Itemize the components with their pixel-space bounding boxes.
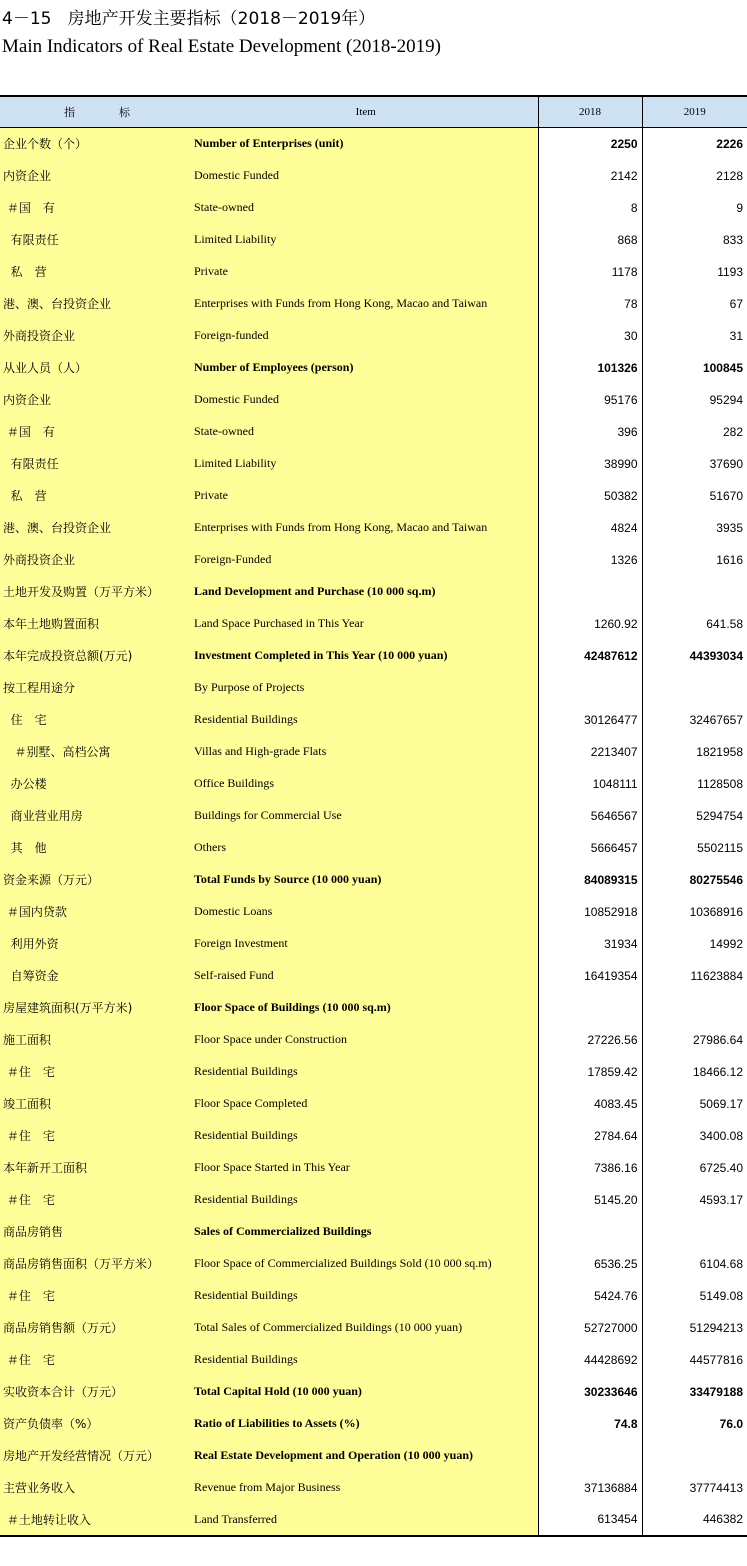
row-value-2019: 51670 [642,480,747,512]
row-item-en: Private [194,480,538,512]
row-indicator-cn: 从业人员（人） [0,352,194,384]
table-row [0,576,747,608]
row-indicator-cn: 自筹资金 [0,960,194,992]
row-indicator-cn: 本年完成投资总额(万元) [0,640,194,672]
row-indicator-cn: ＃住 宅 [0,1120,194,1152]
indicators-table [0,95,747,1537]
row-value-2018: 4824 [538,512,642,544]
row-indicator-cn: 商品房销售额（万元） [0,1312,194,1344]
table-row [0,160,747,192]
row-item-en: Sales of Commercialized Buildings [194,1216,538,1248]
row-value-2018: 101326 [538,352,642,384]
row-value-2019: 31 [642,320,747,352]
row-item-en: Total Capital Hold (10 000 yuan) [194,1376,538,1408]
row-item-en: Foreign-funded [194,320,538,352]
table-row [0,736,747,768]
header-indicator-cn: 指 标 [0,96,194,128]
row-value-2019: 3935 [642,512,747,544]
row-item-en: Residential Buildings [194,1344,538,1376]
table-row [0,224,747,256]
row-item-en: Residential Buildings [194,1184,538,1216]
row-value-2018: 2784.64 [538,1120,642,1152]
row-value-2018: 5145.20 [538,1184,642,1216]
row-value-2019: 100845 [642,352,747,384]
row-indicator-cn: 本年土地购置面积 [0,608,194,640]
table-row [0,384,747,416]
row-value-2018: 37136884 [538,1472,642,1504]
table-row [0,1056,747,1088]
table-row [0,192,747,224]
row-item-en: Buildings for Commercial Use [194,800,538,832]
row-value-2018: 2142 [538,160,642,192]
row-value-2018: 30 [538,320,642,352]
row-value-2018: 27226.56 [538,1024,642,1056]
page-title-chinese: 4－15 房地产开发主要指标（2018－2019年） [2,9,376,29]
table-row [0,864,747,896]
table-row [0,640,747,672]
row-item-en: Domestic Funded [194,384,538,416]
row-value-2019: 37690 [642,448,747,480]
row-item-en: Villas and High-grade Flats [194,736,538,768]
row-value-2018: 868 [538,224,642,256]
row-indicator-cn: ＃国 有 [0,192,194,224]
table-header-row [0,96,747,128]
row-indicator-cn: 资产负债率（%） [0,1408,194,1440]
row-value-2018: 95176 [538,384,642,416]
row-indicator-cn: 内资企业 [0,384,194,416]
row-indicator-cn: 外商投资企业 [0,320,194,352]
row-item-en: Others [194,832,538,864]
table-row [0,544,747,576]
row-value-2019: 33479188 [642,1376,747,1408]
row-value-2019: 4593.17 [642,1184,747,1216]
row-value-2018: 1326 [538,544,642,576]
table-row [0,1088,747,1120]
table-row [0,320,747,352]
row-indicator-cn: 竣工面积 [0,1088,194,1120]
row-value-2019: 2226 [642,128,747,160]
table-row [0,1504,747,1536]
row-indicator-cn: ＃国内贷款 [0,896,194,928]
row-value-2019: 76.0 [642,1408,747,1440]
row-item-en: Floor Space Started in This Year [194,1152,538,1184]
table-row [0,1376,747,1408]
row-indicator-cn: 港、澳、台投资企业 [0,512,194,544]
row-value-2018: 396 [538,416,642,448]
row-value-2018: 10852918 [538,896,642,928]
row-indicator-cn: 房地产开发经营情况（万元） [0,1440,194,1472]
row-value-2018 [538,1216,642,1248]
table-row [0,960,747,992]
row-value-2019: 1821958 [642,736,747,768]
row-indicator-cn: 商品房销售 [0,1216,194,1248]
row-indicator-cn: 施工面积 [0,1024,194,1056]
row-value-2018: 6536.25 [538,1248,642,1280]
table-row [0,416,747,448]
row-indicator-cn: ＃土地转让收入 [0,1504,194,1536]
row-indicator-cn: 港、澳、台投资企业 [0,288,194,320]
row-value-2019 [642,576,747,608]
row-value-2018: 5424.76 [538,1280,642,1312]
row-indicator-cn: 资金来源（万元） [0,864,194,896]
row-item-en: Total Sales of Commercialized Buildings (10 000 yuan) [194,1312,538,1344]
row-value-2019 [642,992,747,1024]
row-value-2019: 32467657 [642,704,747,736]
table-row [0,928,747,960]
table-row [0,1248,747,1280]
row-value-2018: 613454 [538,1504,642,1536]
row-item-en: Land Space Purchased in This Year [194,608,538,640]
row-indicator-cn: 有限责任 [0,224,194,256]
row-value-2018: 4083.45 [538,1088,642,1120]
row-indicator-cn: 私 营 [0,480,194,512]
row-value-2019: 11623884 [642,960,747,992]
row-item-en: Domestic Loans [194,896,538,928]
row-value-2018: 8 [538,192,642,224]
row-indicator-cn: 住 宅 [0,704,194,736]
table-row [0,896,747,928]
row-value-2019: 51294213 [642,1312,747,1344]
table-row [0,512,747,544]
row-value-2019: 6104.68 [642,1248,747,1280]
row-indicator-cn: 办公楼 [0,768,194,800]
table-row [0,1312,747,1344]
row-indicator-cn: 本年新开工面积 [0,1152,194,1184]
table-row [0,672,747,704]
row-value-2019: 3400.08 [642,1120,747,1152]
row-value-2019: 1616 [642,544,747,576]
row-value-2019: 6725.40 [642,1152,747,1184]
table-row [0,992,747,1024]
row-value-2019 [642,1216,747,1248]
row-item-en: Foreign-Funded [194,544,538,576]
page-title-english: Main Indicators of Real Estate Development (2018-2019) [2,36,441,57]
row-item-en: Investment Completed in This Year (10 000 yuan) [194,640,538,672]
row-indicator-cn: 房屋建筑面积(万平方米) [0,992,194,1024]
row-indicator-cn: 其 他 [0,832,194,864]
table-row [0,608,747,640]
row-value-2019: 27986.64 [642,1024,747,1056]
row-value-2019: 18466.12 [642,1056,747,1088]
row-value-2018: 2250 [538,128,642,160]
row-item-en: Real Estate Development and Operation (10 000 yuan) [194,1440,538,1472]
row-value-2018: 2213407 [538,736,642,768]
row-value-2018: 52727000 [538,1312,642,1344]
table-row [0,768,747,800]
header-year-2018: 2018 [538,96,642,128]
row-item-en: Residential Buildings [194,1056,538,1088]
row-item-en: Floor Space Completed [194,1088,538,1120]
row-value-2019: 641.58 [642,608,747,640]
row-indicator-cn: 商业营业用房 [0,800,194,832]
row-indicator-cn: ＃住 宅 [0,1184,194,1216]
row-indicator-cn: ＃住 宅 [0,1280,194,1312]
row-indicator-cn: 商品房销售面积（万平方米） [0,1248,194,1280]
row-item-en: Enterprises with Funds from Hong Kong, Macao and Taiwan [194,288,538,320]
row-item-en: Land Transferred [194,1504,538,1536]
row-item-en: Ratio of Liabilities to Assets (%) [194,1408,538,1440]
row-value-2018: 38990 [538,448,642,480]
row-value-2019: 5069.17 [642,1088,747,1120]
row-value-2019: 37774413 [642,1472,747,1504]
row-item-en: Office Buildings [194,768,538,800]
row-value-2019: 10368916 [642,896,747,928]
row-value-2018: 44428692 [538,1344,642,1376]
row-item-en: Domestic Funded [194,160,538,192]
row-item-en: Limited Liability [194,448,538,480]
row-indicator-cn: ＃国 有 [0,416,194,448]
row-value-2018 [538,576,642,608]
row-indicator-cn: ＃住 宅 [0,1344,194,1376]
table-row [0,832,747,864]
row-item-en: Self-raised Fund [194,960,538,992]
table-row [0,1024,747,1056]
row-value-2019: 44577816 [642,1344,747,1376]
table-row [0,448,747,480]
row-item-en: Floor Space of Buildings (10 000 sq.m) [194,992,538,1024]
row-item-en: Enterprises with Funds from Hong Kong, Macao and Taiwan [194,512,538,544]
row-indicator-cn: 有限责任 [0,448,194,480]
table-row [0,704,747,736]
table-row [0,288,747,320]
row-value-2019: 80275546 [642,864,747,896]
row-value-2019: 14992 [642,928,747,960]
row-value-2018: 7386.16 [538,1152,642,1184]
row-value-2019: 2128 [642,160,747,192]
row-item-en: Private [194,256,538,288]
row-value-2019: 282 [642,416,747,448]
table-row [0,1216,747,1248]
table-row [0,800,747,832]
row-value-2018: 50382 [538,480,642,512]
row-item-en: Total Funds by Source (10 000 yuan) [194,864,538,896]
table-row [0,1408,747,1440]
row-value-2018: 5666457 [538,832,642,864]
row-item-en: Residential Buildings [194,704,538,736]
table-row [0,1440,747,1472]
header-year-2019: 2019 [642,96,747,128]
row-value-2019: 1193 [642,256,747,288]
row-indicator-cn: 企业个数（个） [0,128,194,160]
row-indicator-cn: 私 营 [0,256,194,288]
row-item-en: Land Development and Purchase (10 000 sq.m) [194,576,538,608]
row-indicator-cn: 外商投资企业 [0,544,194,576]
row-value-2018: 1048111 [538,768,642,800]
row-value-2019: 44393034 [642,640,747,672]
row-value-2018: 74.8 [538,1408,642,1440]
row-value-2018 [538,992,642,1024]
row-item-en: Floor Space under Construction [194,1024,538,1056]
row-item-en: Limited Liability [194,224,538,256]
row-value-2018: 5646567 [538,800,642,832]
row-value-2018: 17859.42 [538,1056,642,1088]
table-row [0,480,747,512]
row-item-en: Number of Employees (person) [194,352,538,384]
row-value-2018: 78 [538,288,642,320]
table-row [0,1344,747,1376]
row-value-2018: 30233646 [538,1376,642,1408]
row-value-2019 [642,672,747,704]
row-item-en: State-owned [194,416,538,448]
row-indicator-cn: 土地开发及购置（万平方米） [0,576,194,608]
row-item-en: Foreign Investment [194,928,538,960]
row-value-2019 [642,1440,747,1472]
row-value-2018: 42487612 [538,640,642,672]
row-value-2019: 67 [642,288,747,320]
table-row [0,256,747,288]
row-indicator-cn: 按工程用途分 [0,672,194,704]
row-value-2018: 84089315 [538,864,642,896]
row-value-2018 [538,1440,642,1472]
table-row [0,1120,747,1152]
row-value-2019: 5149.08 [642,1280,747,1312]
row-value-2018: 30126477 [538,704,642,736]
row-item-en: State-owned [194,192,538,224]
row-item-en: Floor Space of Commercialized Buildings Sold (10 000 sq.m) [194,1248,538,1280]
row-indicator-cn: 实收资本合计（万元） [0,1376,194,1408]
table-row [0,1280,747,1312]
row-item-en: By Purpose of Projects [194,672,538,704]
table-row [0,1184,747,1216]
table-row [0,1152,747,1184]
row-value-2019: 833 [642,224,747,256]
header-item: Item [194,96,538,128]
row-item-en: Revenue from Major Business [194,1472,538,1504]
row-value-2019: 446382 [642,1504,747,1536]
row-value-2019: 95294 [642,384,747,416]
row-value-2018: 1178 [538,256,642,288]
row-value-2018: 16419354 [538,960,642,992]
row-indicator-cn: 内资企业 [0,160,194,192]
row-indicator-cn: 主营业务收入 [0,1472,194,1504]
row-indicator-cn: ＃别墅、高档公寓 [0,736,194,768]
row-indicator-cn: 利用外资 [0,928,194,960]
table-body [0,128,747,1536]
row-item-en: Residential Buildings [194,1280,538,1312]
table-row [0,1472,747,1504]
row-value-2019: 5294754 [642,800,747,832]
row-indicator-cn: ＃住 宅 [0,1056,194,1088]
row-item-en: Number of Enterprises (unit) [194,128,538,160]
row-value-2018: 1260.92 [538,608,642,640]
row-value-2019: 1128508 [642,768,747,800]
row-value-2019: 5502115 [642,832,747,864]
table-row [0,352,747,384]
row-value-2019: 9 [642,192,747,224]
row-value-2018 [538,672,642,704]
table-row [0,128,747,160]
row-item-en: Residential Buildings [194,1120,538,1152]
row-value-2018: 31934 [538,928,642,960]
